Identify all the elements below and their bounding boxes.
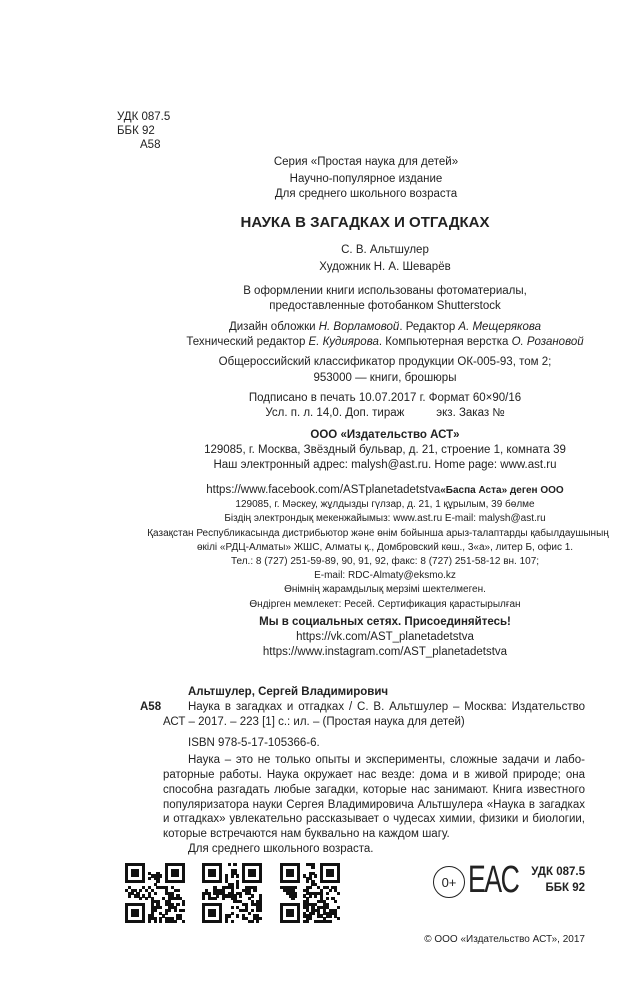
publisher-address: 129085, г. Москва, Звёздный бульвар, д. 21, строение 1, комната 39 (204, 444, 566, 456)
series: Серия «Простая наука для детей» (273, 156, 459, 168)
isbn: ISBN 978-5-17-105366-6. (188, 737, 320, 749)
artist: Художник Н. А. Шеварёв (319, 261, 451, 273)
biblio-age: Для среднего школьного возраста. (188, 843, 374, 855)
qr-code[interactable] (280, 863, 340, 925)
print-info-1: Подписано в печать 10.07.2017 г. Формат 60×90/16 (248, 392, 522, 404)
facebook-link[interactable]: https://www.facebook.com/ASTplanetadetstva (206, 484, 441, 496)
biblio-udk: УДК 087.5 (531, 866, 585, 878)
publisher-name: ООО «Издательство АСТ» (310, 429, 460, 441)
annotation-line: которые встречаются нам буквально на каждом шагу. (163, 828, 450, 840)
author-mark: А58 (140, 139, 161, 151)
credit-name: Н. Ворламовой (318, 321, 400, 333)
age-rating: 0+ (441, 874, 457, 890)
kz-line: Тел.: 8 (727) 251-59-89, 90, 91, 92, факс: 8 (727) 251-58-12 вн. 107; (230, 556, 540, 567)
biblio-code: А58 (140, 701, 162, 713)
eac-mark-icon (468, 860, 518, 900)
publisher-contact: Наш электронный адрес: malysh@ast.ru. Home page: www.ast.ru (213, 459, 557, 471)
kz-line: 129085, г. Мәскеу, жұлдызды гүлзар, д. 21, 1 құрылым, 39 бөлме (235, 499, 535, 510)
vk-link[interactable]: https://vk.com/AST_planetadetstva (296, 631, 474, 643)
copyright: © ООО «Издательство АСТ», 2017 (424, 934, 585, 945)
photo-credit-1: В оформлении книги использованы фотоматериалы, (243, 285, 527, 297)
qr-code[interactable] (202, 863, 262, 925)
kz-line: Біздің электрондық мекенжайымыз: www.ast.ru E-mail: malysh@ast.ru (224, 513, 546, 524)
biblio-author: Альтшулер, Сергей Владимирович (188, 686, 389, 698)
qr-code[interactable] (125, 863, 185, 925)
age-rating-icon (433, 866, 465, 898)
udk-code: УДК 087.5 (117, 111, 171, 123)
eac-mark: EAC (468, 859, 519, 901)
publisher-kz: «Баспа Аста» деген ООО (440, 485, 564, 496)
classifier-1: Общероссийский классификатор продукции ОК-005-93, том 2; (218, 356, 552, 368)
biblio-bbk: ББК 92 (545, 882, 585, 894)
edition-type: Научно-популярное издание (289, 173, 443, 185)
annotation-line: и отгадках» увлекательно рассказывает о чудесах химии, физики и биологии, (163, 813, 585, 825)
author: С. В. Альтшулер (341, 244, 429, 256)
credits-line-2 (0, 335, 644, 349)
credit-text: . Редактор (399, 321, 459, 333)
facebook-line (0, 483, 644, 497)
photo-credit-2: предоставленные фотобанком Shutterstock (269, 300, 501, 312)
classifier-2: 953000 — книги, брошюры (313, 372, 457, 384)
annotation-line: Наука – это не только опыты и эксперименты, сложные задачи и лабо- (188, 754, 585, 766)
kz-line: Қазақстан Республикасында дистрибьютор және өнім бойынша арыз-талаптарды қабылдаушының (147, 528, 609, 539)
biblio-entry-1: Наука в загадках и отгадках / С. В. Альтшулер – Москва: Издательство (188, 701, 585, 713)
kz-line: Өнімнің жарамдылық мерзімі шектелмеген. (284, 584, 486, 595)
instagram-link[interactable]: https://www.instagram.com/AST_planetadetstva (262, 646, 508, 658)
credits-line-1 (0, 320, 644, 334)
annotation-line: популяризатора науки Сергея Владимировича Альтшулера «Наука в загадках (163, 799, 585, 811)
print-info-2: Усл. п. л. 14,0. Доп. тираж экз. Заказ № (265, 407, 505, 419)
credit-text: Технический редактор (186, 336, 309, 348)
kz-line: E-mail: RDC-Almaty@eksmo.kz (314, 570, 456, 581)
bbk-code: ББК 92 (117, 125, 155, 137)
credit-text: Дизайн обложки (228, 321, 319, 333)
credit-name: О. Розановой (511, 336, 584, 348)
annotation-line: раторные работы. Наука окружает нас везде: дома и в живой природе; она (163, 769, 585, 781)
book-title: НАУКА В ЗАГАДКАХ И ОТГАДКАХ (240, 214, 490, 231)
kz-line: өкілі «РДЦ-Алматы» ЖШС, Алматы қ., Домбровский көш., 3«а», литер Б, офис 1. (196, 542, 574, 553)
social-heading: Мы в социальных сетях. Присоединяйтесь! (259, 616, 511, 628)
age-group: Для среднего школьного возраста (274, 188, 458, 200)
biblio-entry-2: АСТ – 2017. – 223 [1] с.: ил. – (Простая наука для детей) (163, 716, 465, 728)
credit-name: А. Мещерякова (458, 321, 542, 333)
credit-text: . Компьютерная верстка (378, 336, 512, 348)
annotation-line: способна разгадать любые загадки, которые нас занимают. Книга известного (163, 784, 585, 796)
kz-line: Өндірген мемлекет: Ресей. Сертификация қарастырылған (249, 599, 521, 610)
credit-name: Е. Кудиярова (308, 336, 379, 348)
